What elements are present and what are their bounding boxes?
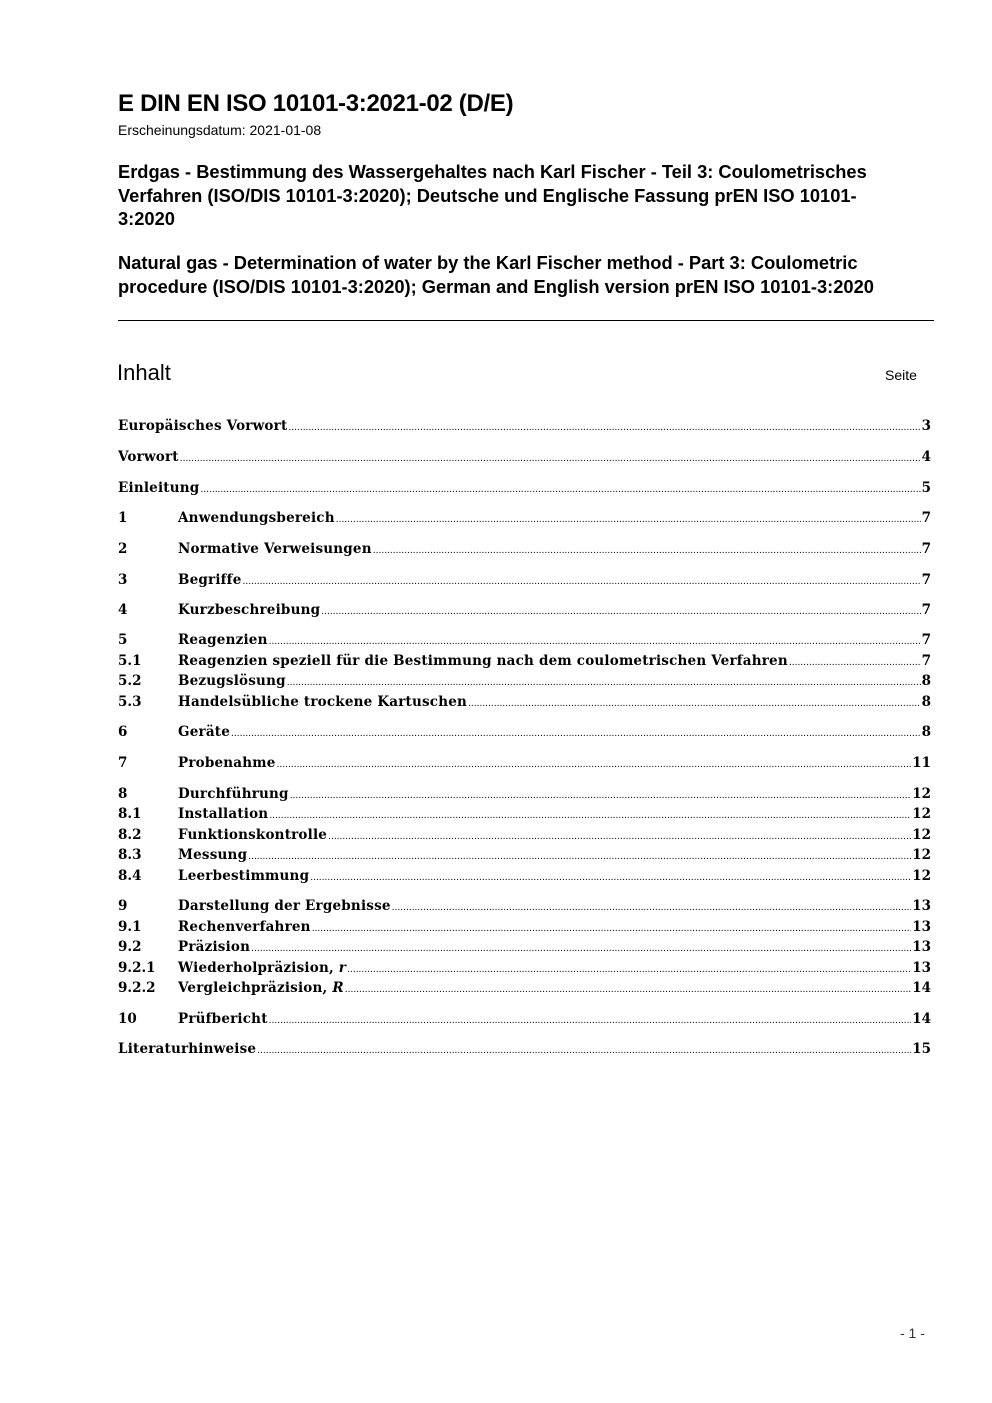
toc-entry-title (178, 1009, 268, 1029)
toc-entry[interactable] (118, 753, 931, 775)
toc-entry-page: 13 (912, 898, 931, 914)
toc-entry-number: 1 (118, 510, 128, 526)
toc-entry-title-text: Europäisches Vorwort (118, 418, 288, 434)
toc-entry[interactable] (118, 784, 931, 806)
title-german: Erdgas - Bestimmung des Wassergehaltes nach Karl Fischer - Teil 3: Coulometrisches Verfahren (ISO/DIS 10101-3:2020); Deutsche und Englische Fassung prEN ISO 10101-3:2020 (118, 161, 867, 229)
toc-entry-number: 8.2 (118, 827, 142, 843)
toc-entry[interactable] (118, 478, 931, 500)
toc-entry[interactable] (118, 539, 931, 561)
toc-dot-leader (180, 449, 921, 469)
toc-entry-title (178, 692, 467, 712)
toc-heading: Inhalt (117, 360, 171, 385)
toc-entry[interactable] (118, 671, 931, 693)
toc-dot-leader (269, 632, 921, 652)
toc-entry-title (118, 478, 199, 498)
toc-entry[interactable] (118, 866, 931, 888)
toc-entry[interactable] (118, 447, 931, 469)
toc-entry-symbol: r (338, 960, 347, 976)
toc-entry-page: 7 (921, 541, 931, 557)
toc-entry[interactable] (118, 508, 931, 530)
page-number: - 1 - (900, 1325, 925, 1341)
toc-dot-leader (310, 868, 911, 888)
toc-entry-title-text: Probenahme (178, 755, 276, 771)
toc-entry[interactable] (118, 896, 931, 918)
toc-dot-leader (242, 572, 920, 592)
toc-entry-title (178, 508, 335, 528)
toc-entry-title-text: Einleitung (118, 480, 200, 496)
toc-entry-number: 9.1 (118, 919, 142, 935)
toc-entry-title-text: Präzision (178, 939, 251, 955)
toc-entry-number: 8 (118, 786, 128, 802)
toc-entry-page: 4 (921, 449, 931, 465)
toc-entry-title (178, 651, 788, 671)
toc-dot-leader (251, 939, 911, 959)
toc-entry-title-text: Geräte (178, 724, 231, 740)
toc-entry-title (178, 825, 327, 845)
toc-entry-title (178, 958, 346, 978)
toc-entry-page: 8 (921, 694, 931, 710)
toc-entry-number: 5 (118, 632, 128, 648)
toc-dot-leader (269, 806, 911, 826)
toc-entry-title (178, 570, 241, 590)
toc-entry-number: 8.1 (118, 806, 142, 822)
toc-dot-leader (290, 786, 912, 806)
toc-entry[interactable] (118, 804, 931, 826)
toc-entry[interactable] (118, 692, 931, 714)
toc-entry-number: 5.1 (118, 653, 142, 669)
toc-entry-title-text: Prüfbericht (178, 1011, 268, 1027)
toc-entry-title (178, 937, 250, 957)
toc-entry-page: 8 (921, 673, 931, 689)
toc-entry-title-text: Vergleichpräzision, (178, 980, 328, 996)
toc-dot-leader (248, 847, 911, 867)
toc-entry-title (118, 447, 179, 467)
toc-entry[interactable] (118, 1009, 931, 1031)
toc-entry[interactable] (118, 958, 931, 980)
toc-entry-number: 8.4 (118, 868, 142, 884)
toc-entry-number: 7 (118, 755, 128, 771)
toc-entry-title-text: Kurzbeschreibung (178, 602, 321, 618)
toc-dot-leader (287, 673, 921, 693)
document-id: E DIN EN ISO 10101-3:2021-02 (D/E) (118, 90, 514, 117)
toc-entry[interactable] (118, 1039, 931, 1061)
toc-entry-page: 12 (912, 868, 931, 884)
toc-entry-number: 9.2.1 (118, 960, 156, 976)
toc-entry-number: 6 (118, 724, 128, 740)
toc-dot-leader (468, 694, 921, 714)
toc-dot-leader (288, 418, 920, 438)
toc-entry-title (178, 896, 391, 916)
toc-entry-page: 11 (912, 755, 931, 771)
toc-dot-leader (373, 541, 921, 561)
toc-entry-title (178, 600, 320, 620)
toc-entry-title-text: Funktionskontrolle (178, 827, 328, 843)
toc-entry-title (178, 753, 276, 773)
toc-entry[interactable] (118, 937, 931, 959)
toc-entry[interactable] (118, 630, 931, 652)
toc-entry-title-text: Reagenzien speziell für die Bestimmung nach dem coulometrischen Verfahren (178, 653, 788, 669)
toc-entry[interactable] (118, 825, 931, 847)
toc-entry-title-text: Installation (178, 806, 269, 822)
toc-dot-leader (269, 1011, 912, 1031)
toc-entry-number: 9.2 (118, 939, 142, 955)
toc-dot-leader (200, 480, 920, 500)
toc-entry-title (178, 845, 247, 865)
toc-entry-number: 2 (118, 541, 128, 557)
toc-dot-leader (312, 919, 912, 939)
toc-entry-page: 5 (921, 480, 931, 496)
toc-entry[interactable] (118, 845, 931, 867)
toc-entry[interactable] (118, 600, 931, 622)
toc-entry-title-text: Handelsübliche trockene Kartuschen (178, 694, 468, 710)
toc-entry-number: 4 (118, 602, 128, 618)
toc-entry-title-text: Anwendungsbereich (178, 510, 335, 526)
toc-entry-title (178, 630, 268, 650)
toc-entry-title-text: Literaturhinweise (118, 1041, 257, 1057)
toc-dot-leader (336, 510, 921, 530)
toc-entry-title (118, 1039, 256, 1059)
toc-entry[interactable] (118, 978, 931, 1000)
toc-entry[interactable] (118, 416, 931, 438)
toc-entry[interactable] (118, 570, 931, 592)
toc-entry-symbol: R (332, 980, 344, 996)
toc-dot-leader (257, 1041, 911, 1061)
toc-dot-leader (345, 980, 911, 1000)
toc-entry-page: 12 (912, 806, 931, 822)
toc-entry[interactable] (118, 917, 931, 939)
toc-entry-title-text: Begriffe (178, 572, 242, 588)
toc-entry-number: 8.3 (118, 847, 142, 863)
toc-entry-number: 9 (118, 898, 128, 914)
toc-dot-leader (347, 960, 911, 980)
toc-dot-leader (789, 653, 921, 673)
toc-entry-title-text: Leerbestimmung (178, 868, 310, 884)
toc-entry-number: 10 (118, 1011, 137, 1027)
toc-entry-title-text: Darstellung der Ergebnisse (178, 898, 391, 914)
toc-entry-page: 13 (912, 939, 931, 955)
toc-entry-title-text: Bezugslösung (178, 673, 286, 689)
toc-entry-title (178, 539, 372, 559)
header-divider (118, 320, 934, 321)
toc-entry-page: 14 (912, 980, 931, 996)
toc-entry-page: 13 (912, 960, 931, 976)
toc-dot-leader (392, 898, 912, 918)
toc-entry-title-text: Wiederholpräzision, (178, 960, 334, 976)
toc-entry-title-text: Rechenverfahren (178, 919, 311, 935)
toc-dot-leader (328, 827, 911, 847)
toc-entry-page: 13 (912, 919, 931, 935)
toc-entry-title-text: Reagenzien (178, 632, 268, 648)
publication-date: Erscheinungsdatum: 2021-01-08 (118, 122, 322, 138)
toc-entry[interactable] (118, 722, 931, 744)
toc-entry-number: 5.3 (118, 694, 142, 710)
toc-entry-title (178, 722, 230, 742)
toc-entry-page: 3 (921, 418, 931, 434)
toc-entry-number: 5.2 (118, 673, 142, 689)
toc-entry-page: 7 (921, 572, 931, 588)
title-english: Natural gas - Determination of water by the Karl Fischer method - Part 3: Coulometric procedure (ISO/DIS 10101-3:2020); German and English version prEN ISO 10101-3:2020 (118, 252, 874, 297)
page-column-label: Seite (885, 367, 917, 383)
toc-entry-page: 7 (921, 510, 931, 526)
toc-entry-page: 12 (912, 786, 931, 802)
toc-entry-title (178, 804, 268, 824)
toc-dot-leader (231, 724, 921, 744)
toc-entry-page: 14 (912, 1011, 931, 1027)
toc-entry-title (178, 917, 311, 937)
toc-entry-title-text: Normative Verweisungen (178, 541, 372, 557)
toc-entry-title (178, 978, 344, 998)
toc-entry-page: 12 (912, 847, 931, 863)
toc-entry-title (118, 416, 287, 436)
toc-dot-leader (321, 602, 920, 622)
toc-dot-leader (277, 755, 912, 775)
toc-entry[interactable] (118, 651, 931, 673)
toc-entry-page: 15 (912, 1041, 931, 1057)
toc-entry-page: 7 (921, 653, 931, 669)
toc-entry-title (178, 671, 286, 691)
toc-entry-page: 8 (921, 724, 931, 740)
toc-entry-page: 7 (921, 632, 931, 648)
toc-entry-title-text: Durchführung (178, 786, 289, 802)
toc-entry-page: 7 (921, 602, 931, 618)
toc-entry-title-text: Messung (178, 847, 248, 863)
toc-entry-page: 12 (912, 827, 931, 843)
toc-entry-title-text: Vorwort (118, 449, 179, 465)
toc-entry-title (178, 784, 289, 804)
toc-entry-number: 3 (118, 572, 128, 588)
toc-entry-title (178, 866, 309, 886)
toc-entry-number: 9.2.2 (118, 980, 156, 996)
